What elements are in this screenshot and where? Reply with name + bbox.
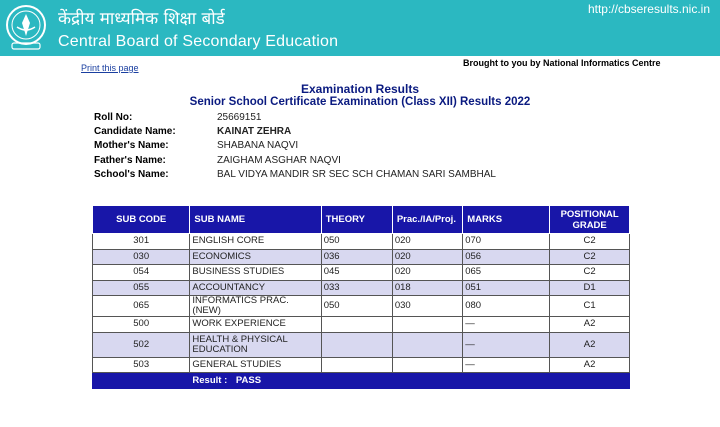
candidate-details	[94, 111, 496, 182]
prac-cell	[392, 357, 462, 373]
sub-name-cell: ECONOMICS	[190, 249, 321, 265]
table-row	[93, 234, 630, 250]
grade-cell: C1	[550, 296, 630, 317]
table-row	[93, 249, 630, 265]
header-sub-code: SUB CODE	[93, 206, 190, 234]
sub-code-cell: 055	[93, 280, 190, 296]
father-name-label: Father's Name:	[94, 154, 166, 166]
grade-cell: A2	[550, 332, 630, 357]
result-label: Result :	[192, 374, 228, 386]
table-row	[93, 296, 630, 317]
results-header-row	[93, 206, 630, 234]
prac-cell	[392, 332, 462, 357]
marks-cell: 080	[463, 296, 550, 317]
header-grade-line1: POSITIONAL	[560, 208, 619, 220]
marks-cell: 051	[463, 280, 550, 296]
sub-name-cell: GENERAL STUDIES	[190, 357, 321, 373]
sub-code-cell: 500	[93, 317, 190, 333]
school-name-row	[94, 168, 496, 182]
candidate-name-row	[94, 125, 496, 139]
candidate-name-label: Candidate Name:	[94, 126, 176, 138]
header-grade	[550, 206, 630, 234]
prac-cell: 030	[392, 296, 462, 317]
marks-cell: 056	[463, 249, 550, 265]
mother-name-value: SHABANA NAQVI	[217, 140, 299, 152]
theory-cell: 033	[321, 280, 392, 296]
prac-cell: 020	[392, 249, 462, 265]
header-marks: MARKS	[463, 206, 550, 234]
table-row	[93, 332, 630, 357]
sub-name-cell: WORK EXPERIENCE	[190, 317, 321, 333]
grade-cell: C2	[550, 265, 630, 281]
school-name-value: BAL VIDYA MANDIR SR SEC SCH CHAMAN SARI SAMBHAL	[217, 168, 496, 180]
result-cell	[190, 373, 630, 389]
theory-cell	[321, 332, 392, 357]
theory-cell	[321, 317, 392, 333]
marks-cell: 070	[463, 234, 550, 250]
school-name-label: School's Name:	[94, 168, 169, 180]
result-row	[93, 373, 630, 389]
sub-code-cell: 054	[93, 265, 190, 281]
sub-code-cell: 030	[93, 249, 190, 265]
exam-title-text: Examination Results	[300, 82, 420, 96]
header-sub-name: SUB NAME	[190, 206, 321, 234]
sub-name-cell: ACCOUNTANCY	[190, 280, 321, 296]
sub-code-cell: 301	[93, 234, 190, 250]
mother-name-label: Mother's Name:	[94, 140, 169, 152]
grade-cell: C2	[550, 234, 630, 250]
table-row	[93, 280, 630, 296]
theory-cell: 036	[321, 249, 392, 265]
grade-cell: D1	[550, 280, 630, 296]
theory-cell: 045	[321, 265, 392, 281]
site-url: http://cbseresults.nic.in	[587, 2, 710, 16]
roll-label: Roll No:	[94, 112, 133, 123]
theory-cell: 050	[321, 234, 392, 250]
mother-name-row	[94, 139, 496, 153]
sub-name-cell: HEALTH & PHYSICAL EDUCATION	[190, 332, 321, 357]
roll-value: 25669151	[217, 112, 262, 123]
credit-text: Brought to you by National Informatics Centre	[463, 58, 661, 68]
results-table	[92, 205, 630, 389]
marks-cell: —	[463, 332, 550, 357]
header-grade-line2: GRADE	[572, 219, 607, 231]
header-theory: THEORY	[321, 206, 392, 234]
result-value: PASS	[235, 374, 262, 386]
sub-name-cell: BUSINESS STUDIES	[190, 265, 321, 281]
grade-cell: A2	[550, 357, 630, 373]
theory-cell	[321, 357, 392, 373]
marks-cell: —	[463, 317, 550, 333]
father-name-row	[94, 154, 496, 168]
exam-subtitle: Senior School Certificate Examination (Class XII) Results 2022	[189, 96, 531, 108]
table-row	[93, 317, 630, 333]
prac-cell: 020	[392, 265, 462, 281]
sub-code-cell: 065	[93, 296, 190, 317]
prac-cell: 018	[392, 280, 462, 296]
sub-code-cell: 503	[93, 357, 190, 373]
result-spacer	[93, 373, 190, 389]
table-row	[93, 265, 630, 281]
board-name-hindi: केंद्रीय माध्यमिक शिक्षा बोर्ड	[58, 9, 225, 29]
cbse-emblem-icon	[4, 3, 48, 51]
table-row	[93, 357, 630, 373]
sub-name-cell: INFORMATICS PRAC. (NEW)	[190, 296, 321, 317]
candidate-name-value: KAINAT ZEHRA	[217, 126, 292, 138]
theory-cell: 050	[321, 296, 392, 317]
father-name-value: ZAIGHAM ASGHAR NAQVI	[217, 154, 341, 166]
roll-row	[94, 111, 496, 125]
board-name-english: Central Board of Secondary Education	[58, 33, 339, 50]
marks-cell: —	[463, 357, 550, 373]
marks-cell: 065	[463, 265, 550, 281]
prac-cell: 020	[392, 234, 462, 250]
prac-cell	[392, 317, 462, 333]
header-banner	[0, 0, 720, 56]
grade-cell: C2	[550, 249, 630, 265]
grade-cell: A2	[550, 317, 630, 333]
sub-code-cell: 502	[93, 332, 190, 357]
header-prac: Prac./IA/Proj.	[392, 206, 462, 234]
exam-title	[0, 82, 720, 96]
sub-name-cell: ENGLISH CORE	[190, 234, 321, 250]
print-page-link[interactable]: Print this page	[81, 63, 139, 73]
